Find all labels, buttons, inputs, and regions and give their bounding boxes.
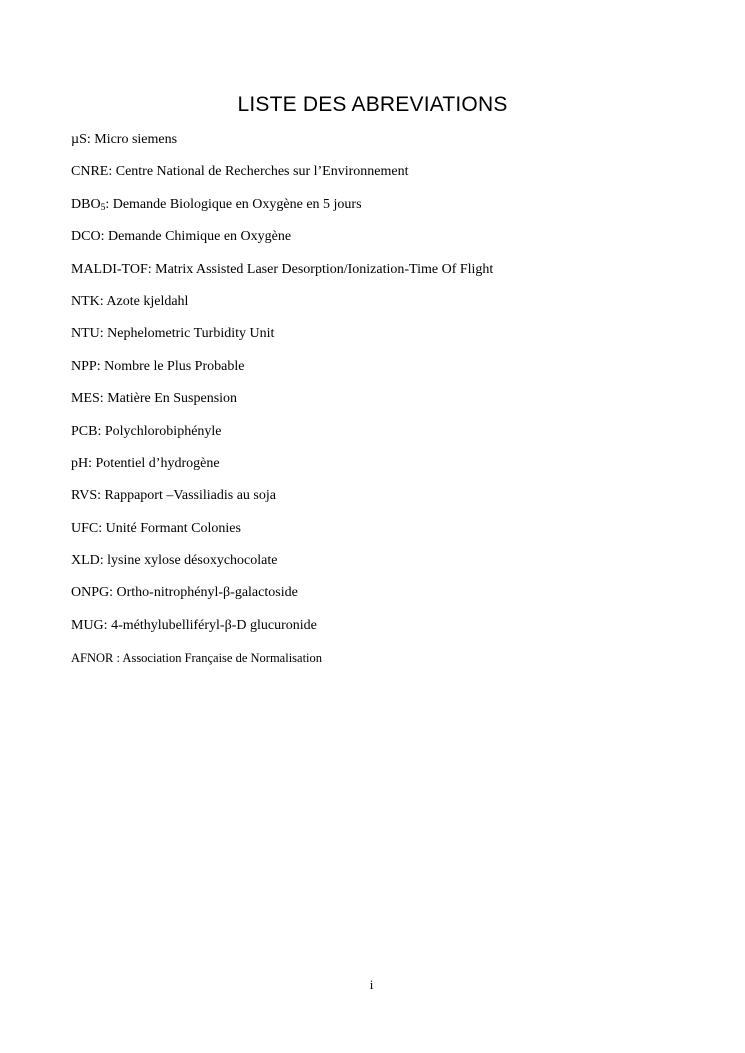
- abbreviation-term: DCO: [71, 229, 101, 245]
- abbreviation-separator: :: [98, 520, 106, 536]
- abbreviation-definition: Rappaport –Vassiliadis au soja: [104, 488, 276, 504]
- abbreviation-item: [71, 423, 493, 455]
- abbreviation-separator: :: [86, 132, 95, 147]
- abbreviation-item: [71, 228, 493, 260]
- abbreviation-separator: :: [99, 391, 108, 407]
- abbreviation-term: MES: [71, 391, 100, 407]
- abbreviation-term: AFNOR: [71, 651, 114, 666]
- abbreviation-definition: Micro siemens: [94, 132, 178, 147]
- abbreviation-term: UFC: [71, 520, 99, 536]
- abbreviation-definition: Unité Formant Colonies: [105, 520, 241, 536]
- abbreviation-separator: :: [147, 261, 156, 277]
- abbreviation-separator: :: [99, 553, 108, 569]
- page-number-text: i: [369, 977, 374, 992]
- abbreviation-definition: Azote kjeldahl: [106, 293, 189, 309]
- abbreviation-term: DBO: [71, 196, 101, 212]
- page-number: [0, 977, 745, 993]
- abbreviation-item: [71, 131, 493, 163]
- abbreviation-definition: lysine xylose désoxychocolate: [107, 553, 278, 569]
- abbreviation-definition: 4-méthylubelliféryl-β-D glucuronide: [111, 617, 317, 633]
- abbreviation-term: NPP: [71, 358, 97, 374]
- abbreviation-term: NTK: [71, 293, 100, 309]
- abbreviation-separator: :: [96, 358, 105, 374]
- abbreviation-item: [71, 520, 493, 552]
- abbreviation-definition: Nombre le Plus Probable: [104, 358, 245, 374]
- abbreviation-item: [71, 196, 493, 228]
- abbreviation-separator: :: [88, 455, 96, 471]
- abbreviation-definition: Ortho-nitrophényl-β-galactoside: [116, 585, 298, 601]
- abbreviation-term: RVS: [71, 488, 98, 504]
- abbreviation-definition: Polychlorobiphényle: [104, 423, 222, 439]
- page-title: LISTE DES ABREVIATIONS: [237, 93, 508, 116]
- abbreviation-separator: :: [97, 423, 105, 439]
- abbreviation-term: µS: [71, 132, 87, 147]
- abbreviation-item: [71, 325, 493, 357]
- abbreviation-item: [71, 649, 493, 681]
- abbreviation-item: [71, 358, 493, 390]
- abbreviation-item: [71, 487, 493, 519]
- abbreviation-term: PCB: [71, 423, 98, 439]
- abbreviation-item: [71, 163, 493, 195]
- abbreviation-separator: :: [99, 326, 108, 342]
- abbreviation-term: MUG: [71, 617, 104, 633]
- abbreviation-term: pH: [71, 455, 89, 471]
- abbreviation-subscript: 5: [100, 202, 106, 213]
- abbreviation-definition: Demande Biologique en Oxygène en 5 jours: [112, 196, 362, 212]
- abbreviation-definition: Nephelometric Turbidity Unit: [107, 326, 275, 342]
- abbreviation-definition: Demande Chimique en Oxygène: [107, 229, 292, 245]
- abbreviation-term: NTU: [71, 326, 100, 342]
- abbreviation-term: MALDI-TOF: [71, 261, 148, 277]
- abbreviation-separator: :: [100, 229, 108, 245]
- abbreviation-separator: :: [105, 196, 113, 212]
- abbreviation-separator: :: [109, 585, 117, 601]
- abbreviation-list: [71, 131, 493, 682]
- abbreviation-definition: Potentiel d’hydrogène: [95, 455, 220, 471]
- abbreviation-separator: :: [113, 651, 123, 666]
- abbreviation-definition: Centre National de Recherches sur l’Environnement: [115, 164, 409, 180]
- abbreviation-term: ONPG: [71, 585, 110, 601]
- abbreviation-definition: Matière En Suspension: [107, 391, 238, 407]
- abbreviation-separator: :: [99, 293, 107, 309]
- abbreviation-item: [71, 584, 493, 616]
- abbreviation-item: [71, 455, 493, 487]
- abbreviation-definition: Matrix Assisted Laser Desorption/Ionization-Time Of Flight: [155, 261, 494, 277]
- abbreviation-term: CNRE: [71, 164, 109, 180]
- abbreviation-item: [71, 617, 493, 649]
- abbreviation-term: XLD: [71, 553, 100, 569]
- abbreviation-separator: :: [97, 488, 105, 504]
- abbreviation-definition: Association Française de Normalisation: [122, 651, 323, 666]
- abbreviation-separator: :: [108, 164, 116, 180]
- abbreviation-item: [71, 293, 493, 325]
- abbreviation-item: [71, 390, 493, 422]
- abbreviation-separator: :: [103, 617, 112, 633]
- abbreviation-item: [71, 552, 493, 584]
- abbreviation-item: [71, 261, 493, 293]
